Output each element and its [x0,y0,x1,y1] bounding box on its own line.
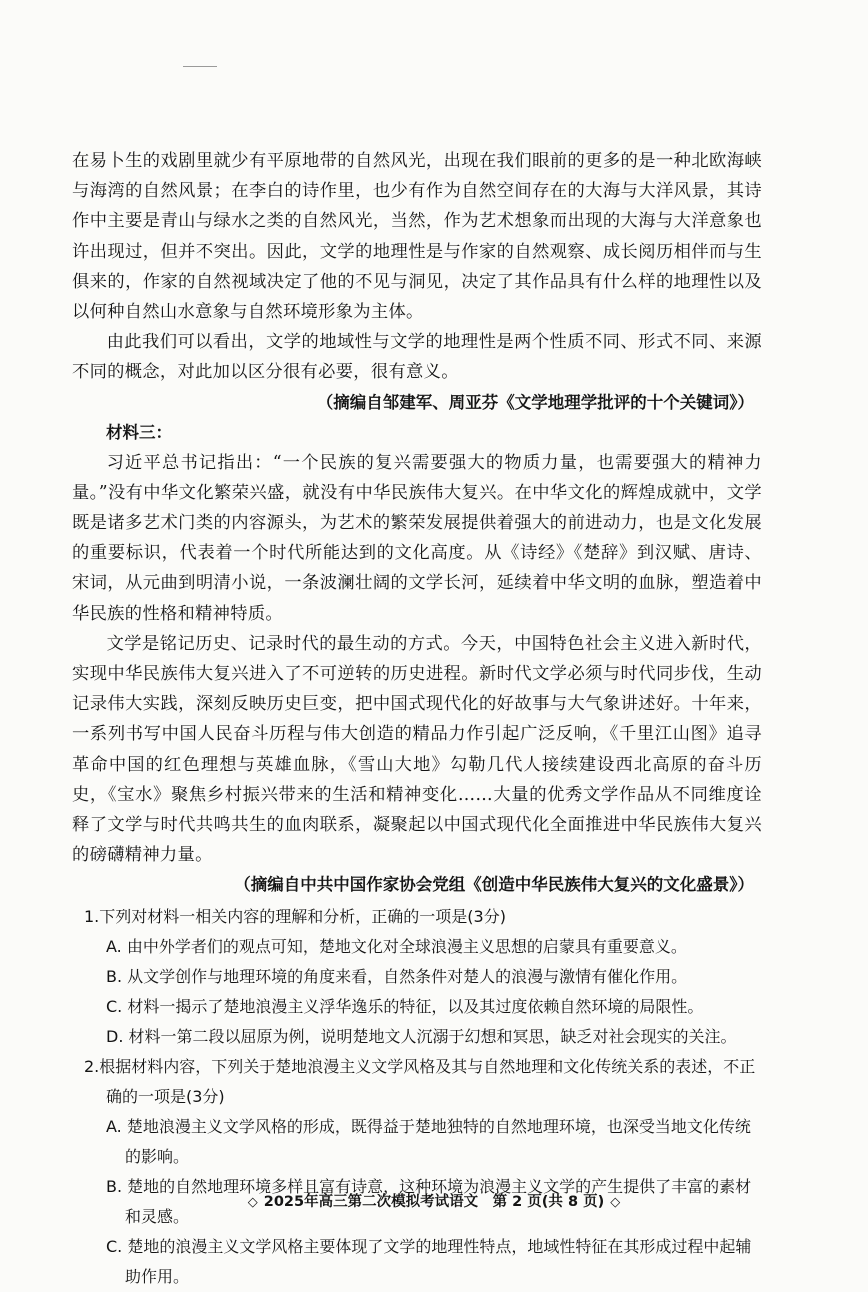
question-1 [72,902,762,1052]
option-letter: A. [106,937,122,957]
option-d [106,1022,762,1052]
option-a [106,1112,762,1172]
material2-paragraph: 在易卜生的戏剧里就少有平原地带的自然风光，出现在我们眼前的更多的是一种北欧海峡与海湾的自然风景；在李白的诗作里，也少有作为自然空间存在的大海与大洋风景，其诗作中主要是青山与绿水之类的自然风光，当然，作为艺术想象而出现的大海与大洋意象也许出现过，但并不突出。因此，文学的地理性是与作家的自然观察、成长阅历相伴而与生俱来的，作家的自然视域决定了他的不见与洞见，决定了其作品具有什么样的地理性以及以何种自然山水意象与自然环境形象为主体。 [72,151,762,323]
question-2 [72,1052,762,1292]
footer-text: 2025年高三第二次模拟考试语文 第 2 页(共 8 页) [263,1194,605,1210]
option-letter: A. [106,1117,122,1137]
option-c [106,992,762,1022]
option-letter: C. [106,997,123,1017]
option-a [106,932,762,962]
option-letter: B. [106,967,123,987]
question-stem [84,902,762,932]
scan-mark [183,66,217,67]
material3-paragraph: 文学是铭记历史、记录时代的最生动的方式。今天，中国特色社会主义进入新时代，实现中华民族伟大复兴进入了不可逆转的历史进程。新时代文学必须与时代同步伐，生动记录伟大实践，深刻反映历史巨变，把中国式现代化的好故事与大气象讲述好。十年来，一系列书写中国人民奋斗历程与伟大创造的精品力作引起广泛反响，《千里江山图》追寻革命中国的红色理想与英雄血脉，《雪山大地》勾勒几代人接续建设西北高原的奋斗历史，《宝水》聚焦乡村振兴带来的生活和精神变化……大量的优秀文学作品从不同维度诠释了文学与时代共鸣共生的血肉联系，凝聚起以中国式现代化全面推进中华民族伟大复兴的磅礴精神力量。 [72,633,762,866]
option-text: 材料一第二段以屈原为例，说明楚地文人沉溺于幻想和冥思，缺乏对社会现实的关注。 [128,1027,737,1047]
option-text: 楚地的自然地理环境多样且富有诗意，这种环境为浪漫主义文学的产生提供了丰富的素材和灵感。 [125,1177,752,1227]
question-number: 2. [84,1057,100,1077]
option-text: 由中外学者们的观点可知，楚地文化对全球浪漫主义思想的启蒙具有重要意义。 [126,937,687,957]
option-text: 材料一揭示了楚地浪漫主义浮华逸乐的特征，以及其过度依赖自然环境的局限性。 [127,997,704,1017]
material2-paragraph: 由此我们可以看出，文学的地域性与文学的地理性是两个性质不同、形式不同、来源不同的概念，对此加以区分很有必要，很有意义。 [72,332,762,383]
question-text: 下列对材料一相关内容的理解和分析，正确的一项是(3分) [99,907,506,927]
option-letter: B. [106,1177,123,1197]
page-footer [0,1190,868,1211]
material3-citation: （摘编自中共中国作家协会党组《创造中华民族伟大复兴的文化盛景》） [234,875,754,895]
option-text: 楚地的浪漫主义文学风格主要体现了文学的地理性特点，地域性特征在其形成过程中起辅助作用。 [125,1237,752,1287]
option-letter: C. [106,1237,123,1257]
diamond-icon: ◇ [247,1195,258,1210]
page-content [72,146,762,1292]
question-list [72,902,762,1292]
option-c [106,1232,762,1292]
material2-citation: （摘编自邹建军、周亚芬《文学地理学批评的十个关键词》） [316,392,754,412]
option-letter: D. [106,1027,124,1047]
material3-heading: 材料三： [106,422,172,442]
material3-paragraph: 习近平总书记指出：“一个民族的复兴需要强大的物质力量，也需要强大的精神力量。”没有中华文化繁荣兴盛，就没有中华民族伟大复兴。在中华文化的辉煌成就中，文学既是诸多艺术门类的内容源头，为艺术的繁荣发展提供着强大的前进动力，也是文化发展的重要标识，代表着一个时代所能达到的文化高度。从《诗经》《楚辞》到汉赋、唐诗、宋词，从元曲到明清小说，一条波澜壮阔的文学长河，延续着中华文明的血脉，塑造着中华民族的性格和精神特质。 [72,452,762,624]
option-text: 楚地浪漫主义文学风格的形成，既得益于楚地独特的自然地理环境，也深受当地文化传统的影响。 [125,1117,751,1167]
question-number: 1. [84,907,100,927]
option-text: 从文学创作与地理环境的角度来看，自然条件对楚人的浪漫与激情有催化作用。 [127,967,688,987]
question-stem [84,1052,762,1112]
option-b [106,962,762,992]
question-text: 根据材料内容，下列关于楚地浪漫主义文学风格及其与自然地理和文化传统关系的表述，不正确的一项是(3分) [99,1057,756,1107]
diamond-icon: ◇ [610,1195,621,1210]
